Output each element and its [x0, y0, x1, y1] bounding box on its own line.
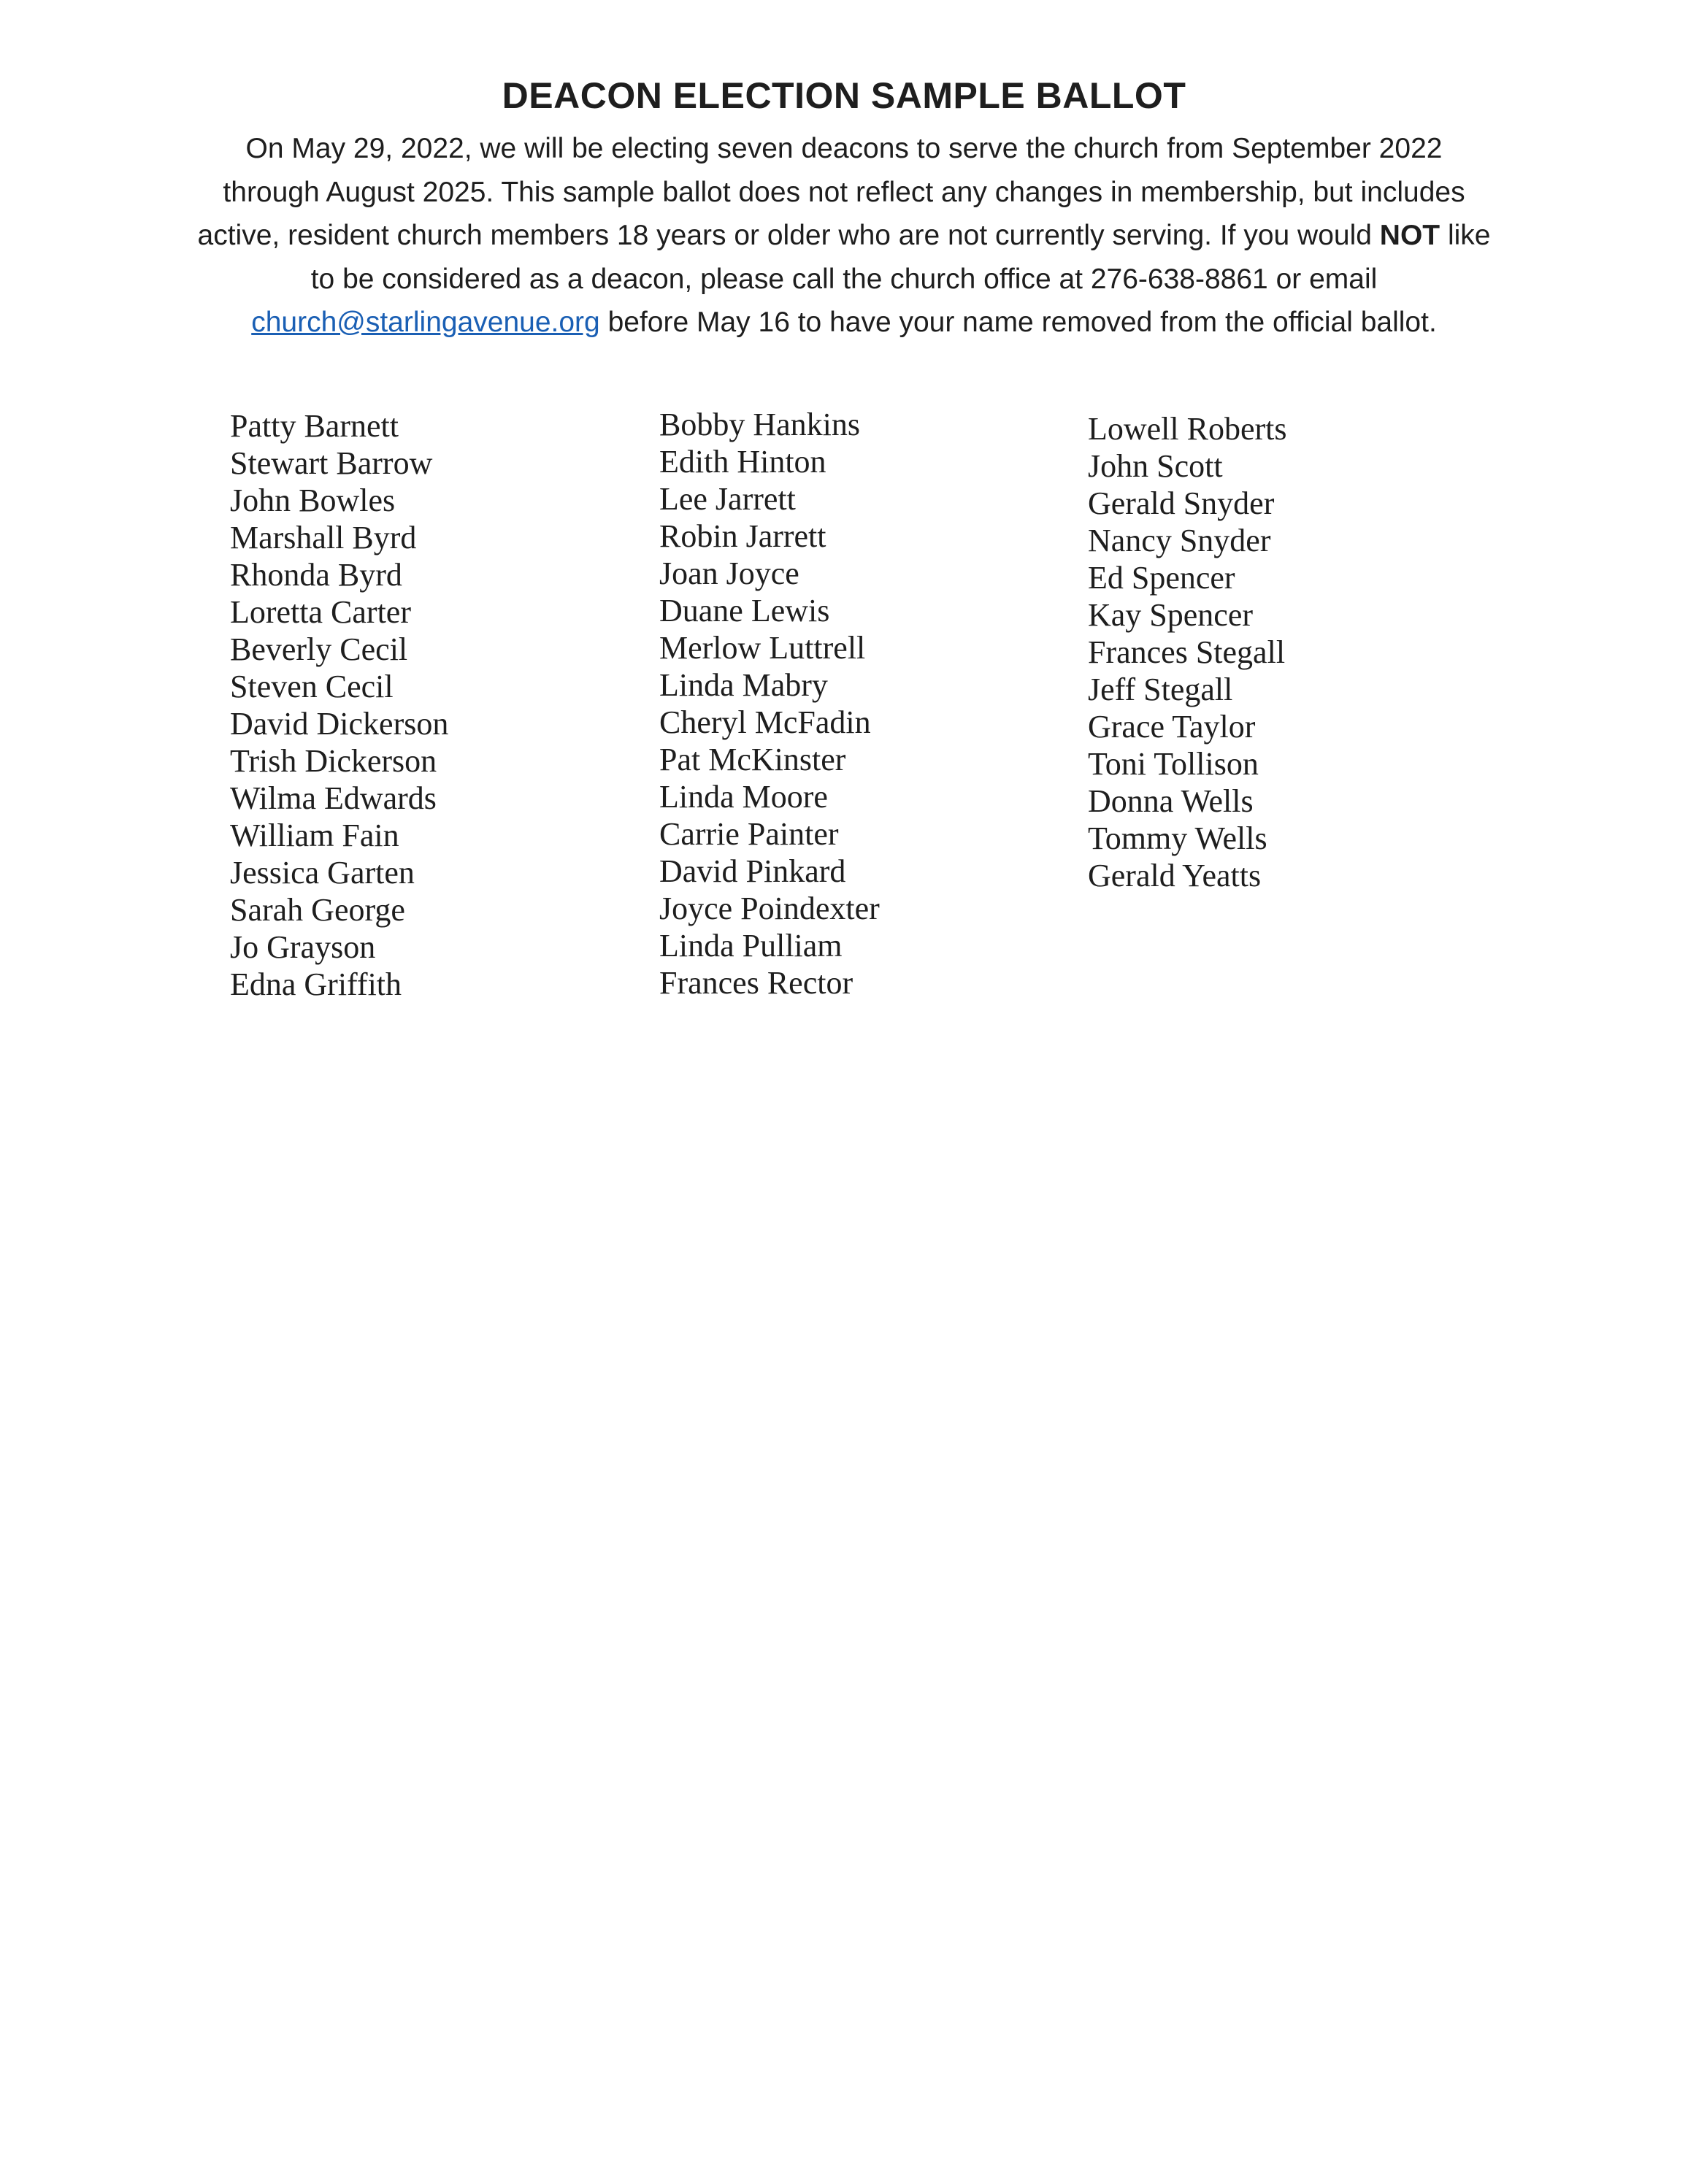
candidate-name: Edna Griffith [230, 966, 402, 1002]
intro-text-part2: like to be considered as a deacon, please call the church office at 276-638-8861 or email [310, 220, 1491, 295]
candidate-name: Robin Jarrett [659, 518, 826, 554]
candidate-name: Duane Lewis [659, 593, 830, 628]
candidate-name: Merlow Luttrell [659, 630, 866, 666]
candidate-name: Pat McKinster [659, 742, 846, 777]
candidate-name: Gerald Yeatts [1088, 858, 1262, 893]
candidate-name: Ed Spencer [1088, 560, 1235, 596]
candidate-name: William Fain [230, 818, 399, 853]
candidate-name: Marshall Byrd [230, 520, 417, 555]
intro-text-part3: before May 16 to have your name removed from the official ballot. [599, 307, 1437, 338]
candidate-name: Trish Dickerson [230, 743, 437, 779]
candidate-name: Kay Spencer [1088, 597, 1254, 633]
intro-emphasis: NOT [1379, 220, 1440, 251]
candidate-name: Joyce Poindexter [659, 891, 880, 926]
candidate-name: Stewart Barrow [230, 445, 433, 481]
candidate-name: Edith Hinton [659, 444, 826, 480]
candidate-name: Linda Pulliam [659, 928, 843, 964]
names-column-2 [659, 406, 880, 1001]
candidate-name: Linda Moore [659, 779, 828, 815]
names-column-1 [230, 407, 448, 1003]
candidate-name: Loretta Carter [230, 594, 411, 630]
candidate-name: Nancy Snyder [1088, 523, 1271, 558]
candidate-name: Wilma Edwards [230, 780, 437, 816]
candidate-name: Patty Barnett [230, 408, 399, 444]
page-title: DEACON ELECTION SAMPLE BALLOT [502, 75, 1186, 116]
intro-paragraph [197, 127, 1491, 345]
candidate-name: Grace Taylor [1088, 709, 1256, 745]
candidate-name: Cheryl McFadin [659, 704, 871, 740]
candidate-name: Lee Jarrett [659, 481, 796, 517]
names-column-3 [1088, 410, 1287, 894]
candidate-name: David Dickerson [230, 706, 449, 742]
intro-text-part1: On May 29, 2022, we will be electing seven deacons to serve the church from September 2022 through August 2025. This sample ballot does not reflect any changes in membership, but includes active, resident church members 18 years or older who are not currently serving. If you would [197, 133, 1465, 251]
candidate-name: Sarah George [230, 892, 405, 928]
email-link[interactable]: church@starlingavenue.org [251, 307, 600, 338]
candidate-name: Gerald Snyder [1088, 485, 1275, 521]
candidate-name: Joan Joyce [659, 555, 799, 591]
candidate-name: Linda Mabry [659, 667, 828, 703]
candidate-name: Beverly Cecil [230, 631, 408, 667]
candidate-name: Jo Grayson [230, 929, 376, 965]
candidate-name: Carrie Painter [659, 816, 839, 852]
candidate-name: Bobby Hankins [659, 407, 860, 442]
candidate-name: John Bowles [230, 482, 396, 518]
candidate-name: Lowell Roberts [1088, 411, 1287, 447]
candidate-name: Toni Tollison [1088, 746, 1259, 782]
candidate-name: David Pinkard [659, 853, 846, 889]
candidate-name: Jeff Stegall [1088, 672, 1233, 707]
candidate-name: Tommy Wells [1088, 820, 1267, 856]
candidate-name: Jessica Garten [230, 855, 415, 891]
candidate-name: John Scott [1088, 448, 1223, 484]
candidate-name: Rhonda Byrd [230, 557, 402, 593]
candidate-name: Donna Wells [1088, 783, 1254, 819]
candidate-name: Frances Rector [659, 965, 853, 1001]
candidate-name: Frances Stegall [1088, 634, 1286, 670]
candidate-name: Steven Cecil [230, 669, 394, 704]
